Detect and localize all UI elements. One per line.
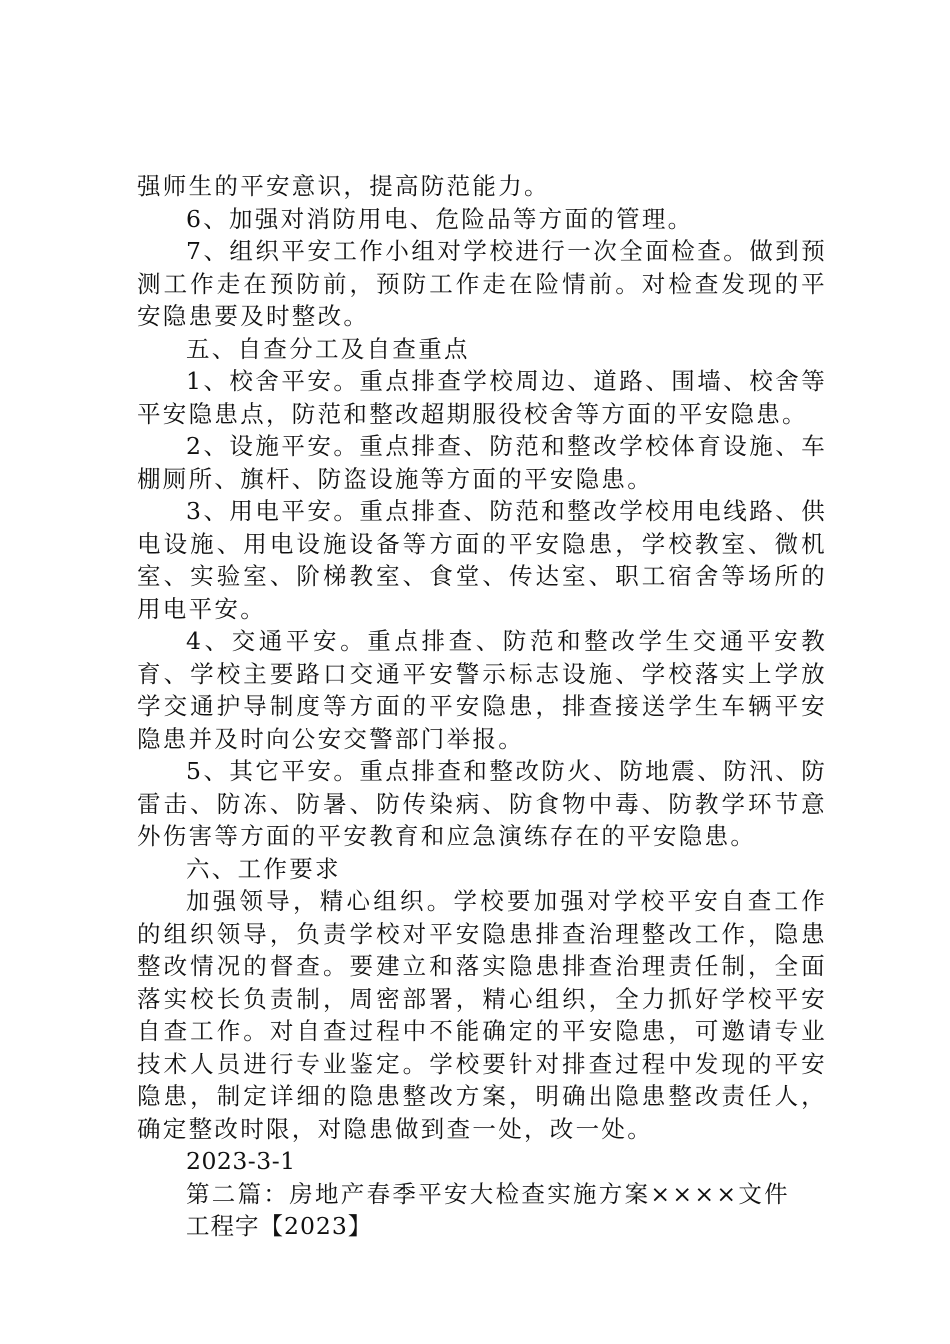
section-heading-6: 六、工作要求 [186, 854, 341, 883]
document-number: 工程字【2023】 [186, 1212, 373, 1240]
paragraph-item-1-buildings: 1、校舍平安。重点排查学校周边、道路、围墙、校舍等平安隐患点，防范和整改超期服役校舍等方面的平安隐患。 [137, 367, 827, 428]
paragraph-item-7-inspection: 7、组织平安工作小组对学校进行一次全面检查。做到预测工作走在预防前，预防工作走在险情前。对检查发现的平安隐患要及时整改。 [137, 237, 827, 330]
second-article-title: 第二篇：房地产春季平安大检查实施方案××××文件 [186, 1179, 790, 1208]
paragraph-item-5-other: 5、其它平安。重点排查和整改防火、防地震、防汛、防雷击、防冻、防暑、防传染病、防食物中毒、防教学环节意外伤害等方面的平安教育和应急演练存在的平安隐患。 [137, 757, 827, 850]
paragraph-item-2-facilities: 2、设施平安。重点排查、防范和整改学校体育设施、车棚厕所、旗杆、防盗设施等方面的平安隐患。 [137, 432, 827, 493]
document-date: 2023-3-1 [186, 1147, 296, 1175]
paragraph-item-3-electricity: 3、用电平安。重点排查、防范和整改学校用电线路、供电设施、用电设施设备等方面的平安隐患，学校教室、微机室、实验室、阶梯教室、食堂、传达室、职工宿舍等场所的用电平安。 [137, 497, 827, 623]
section-heading-5: 五、自查分工及自查重点 [186, 334, 470, 363]
paragraph-item-4-traffic: 4、交通平安。重点排查、防范和整改学生交通平安教育、学校主要路口交通平安警示标志设施、学校落实上学放学交通护导制度等方面的平安隐患，排查接送学生车辆平安隐患并及时向公安交警部门举报。 [137, 627, 827, 753]
paragraph-safety-awareness: 强师生的平安意识，提高防范能力。 [137, 172, 550, 200]
paragraph-item-6-fire-electricity: 6、加强对消防用电、危险品等方面的管理。 [186, 204, 694, 233]
paragraph-work-requirements: 加强领导，精心组织。学校要加强对学校平安自查工作的组织领导，负责学校对平安隐患排查治理整改工作，隐患整改情况的督查。要建立和落实隐患排查治理责任制，全面落实校长负责制，周密部署，精心组织，全力抓好学校平安自查工作。对自查过程中不能确定的平安隐患，可邀请专业技术人员进行专业鉴定。学校要针对排查过程中发现的平安隐患，制定详细的隐患整改方案，明确出隐患整改责任人，确定整改时限，对隐患做到查一处，改一处。 [137, 887, 827, 1143]
document-body [137, 170, 827, 1243]
